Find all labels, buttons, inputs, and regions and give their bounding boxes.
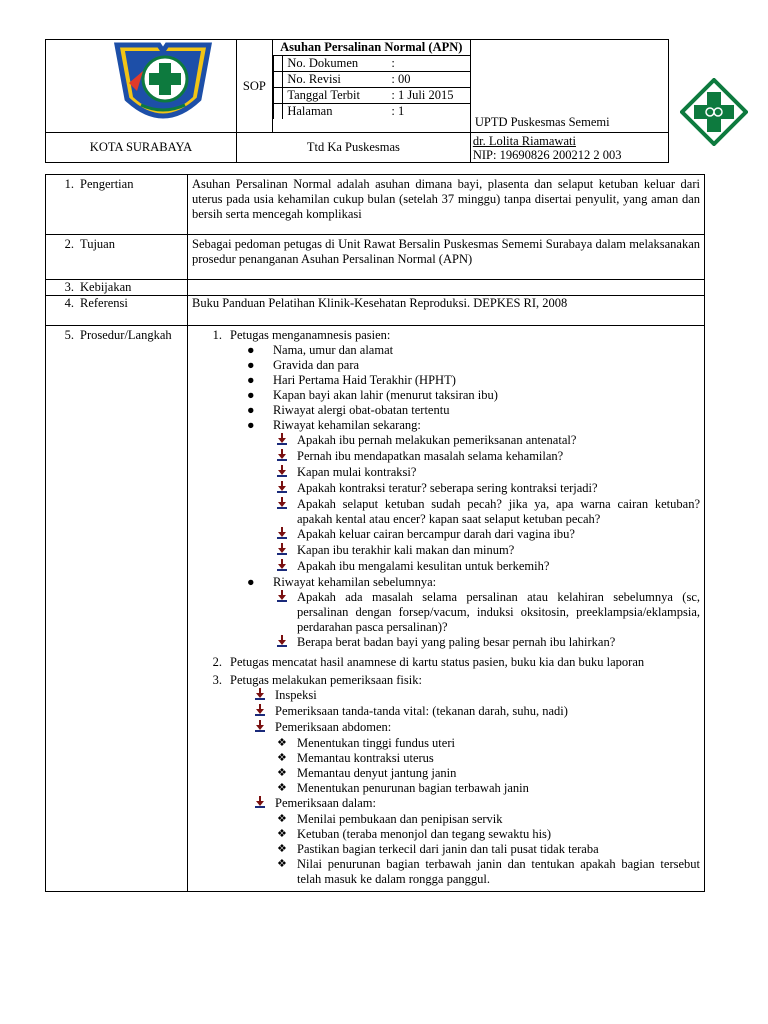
arrow-down-icon (277, 449, 287, 461)
field-value: : 00 (391, 72, 411, 86)
bullet-icon: ● (247, 418, 255, 432)
list-item-text: Pemeriksaan tanda-tanda vital: (tekanan darah, suhu, nadi) (275, 704, 568, 718)
list-item (202, 418, 700, 433)
step-2 (202, 655, 700, 670)
list-item-text: Nama, umur dan alamat (273, 343, 394, 357)
list-item-text: Menentukan tinggi fundus uteri (297, 736, 455, 750)
step-number: 3. (212, 673, 222, 687)
bullet-icon: ● (247, 403, 255, 417)
list-item-text: Pastikan bagian terkecil dari janin dan tali pusat tidak teraba (297, 842, 599, 856)
row-label: Tujuan (80, 237, 115, 251)
diamond-bullet-icon: ❖ (277, 843, 287, 855)
arrow-down-icon (277, 527, 287, 539)
row-label: Pengertian (80, 177, 134, 191)
arrow-down-icon (255, 704, 265, 716)
sop-table (45, 174, 705, 892)
list-item (202, 559, 700, 575)
diamond-bullet-icon: ❖ (277, 782, 287, 794)
list-item (202, 388, 700, 403)
list-item-text: Pemeriksaan abdomen: (275, 720, 392, 734)
arrow-down-icon (277, 433, 287, 445)
field-label: Halaman (287, 104, 333, 118)
list-item (202, 373, 700, 388)
arrow-down-icon (277, 497, 287, 509)
list-item (202, 688, 700, 704)
list-item (202, 857, 700, 887)
list-item (202, 433, 700, 449)
list-item-text: Riwayat alergi obat-obatan tertentu (273, 403, 450, 417)
list-item-text: Kapan mulai kontraksi? (297, 465, 417, 479)
list-item (202, 751, 700, 766)
kebijakan-text (188, 280, 705, 296)
sop-label: SOP (236, 40, 272, 133)
diamond-bullet-icon: ❖ (277, 752, 287, 764)
bullet-icon: ● (247, 343, 255, 357)
field-value: : 1 Juli 2015 (391, 88, 454, 102)
step-text: Petugas menganamnesis pasien: (230, 328, 391, 342)
field-label: No. Dokumen (287, 56, 359, 70)
bullet-icon: ● (247, 373, 255, 387)
diamond-bullet-icon: ❖ (277, 767, 287, 779)
list-item-text: Menentukan penurunan bagian terbawah janin (297, 781, 529, 795)
list-item (202, 449, 700, 465)
arrow-down-icon (277, 543, 287, 555)
list-item (202, 812, 700, 827)
list-item (202, 766, 700, 781)
document-meta (273, 56, 470, 119)
arrow-down-icon (277, 481, 287, 493)
list-item (202, 590, 700, 635)
list-item-text: Gravida dan para (273, 358, 360, 372)
bullet-icon: ● (247, 388, 255, 402)
sign-label: Ttd Ka Puskesmas (236, 133, 470, 163)
list-item-text: Memantau denyut jantung janin (297, 766, 457, 780)
list-item (202, 575, 700, 590)
logo-cell (46, 40, 237, 133)
row-number: 1. (64, 177, 74, 191)
list-item (202, 796, 700, 812)
list-item (202, 497, 700, 527)
list-item (202, 481, 700, 497)
list-item (202, 827, 700, 842)
row-number: 4. (64, 296, 74, 310)
field-label: Tanggal Terbit (287, 88, 360, 102)
row-label: Kebijakan (80, 280, 132, 294)
arrow-down-icon (255, 720, 265, 732)
field-label: No. Revisi (287, 72, 341, 86)
procedure-steps (188, 326, 705, 892)
list-item-text: Apakah selaput ketuban sudah pecah? jika ya, apa warna cairan ketuban? apakah kental atau encer? kapan saat selaput ketuban pecah? (297, 497, 700, 526)
diamond-bullet-icon: ❖ (277, 828, 287, 840)
list-item-text: Berapa berat badan bayi yang paling besar pernah ibu lahirkan? (297, 635, 616, 649)
bullet-icon: ● (247, 358, 255, 372)
referensi-text: Buku Panduan Pelatihan Klinik-Kesehatan Reproduksi. DEPKES RI, 2008 (188, 296, 705, 326)
step-text: Petugas mencatat hasil anamnese di kartu status pasien, buku kia dan buku laporan (230, 655, 645, 669)
signer-nip: NIP: 19690826 200212 2 003 (472, 147, 622, 162)
step-number: 2. (212, 655, 222, 669)
list-item-text: Kapan ibu terakhir kali makan dan minum? (297, 543, 515, 557)
diamond-bullet-icon: ❖ (277, 858, 287, 870)
arrow-down-icon (255, 688, 265, 700)
signer-name: dr. Lolita Riamawati (472, 133, 576, 148)
list-item (202, 635, 700, 651)
org-name: UPTD Puskesmas Sememi (470, 40, 668, 133)
puskesmas-logo (680, 78, 748, 146)
arrow-down-icon (277, 590, 287, 602)
bullet-icon: ● (247, 575, 255, 589)
document-title: Asuhan Persalinan Normal (APN) (273, 40, 470, 56)
list-item (202, 358, 700, 373)
field-value: : 1 (391, 104, 405, 118)
list-item-text: Kapan bayi akan lahir (menurut taksiran ibu) (273, 388, 498, 402)
diamond-bullet-icon: ❖ (277, 813, 287, 825)
tujuan-text: Sebagai pedoman petugas di Unit Rawat Bersalin Puskesmas Sememi Surabaya dalam melaksanakan prosedur penanganan Asuhan Persalinan Normal (APN) (188, 235, 705, 280)
step-text: Petugas melakukan pemeriksaan fisik: (230, 673, 422, 687)
city-name: KOTA SURABAYA (46, 133, 237, 163)
list-item-text: Apakah keluar cairan bercampur darah dari vagina ibu? (297, 527, 575, 541)
list-item-text: Apakah kontraksi teratur? seberapa sering kontraksi terjadi? (297, 481, 598, 495)
field-value: : (391, 56, 395, 70)
arrow-down-icon (277, 559, 287, 571)
list-item-text: Memantau kontraksi uterus (297, 751, 434, 765)
arrow-down-icon (255, 796, 265, 808)
list-item (202, 403, 700, 418)
list-item-text: Pemeriksaan dalam: (275, 796, 377, 810)
row-label: Referensi (80, 296, 128, 310)
list-item-text: Menilai pembukaan dan penipisan servik (297, 812, 503, 826)
list-item-text: Inspeksi (275, 688, 317, 702)
row-number: 2. (64, 237, 74, 251)
list-item (202, 343, 700, 358)
list-item (202, 465, 700, 481)
list-item (202, 781, 700, 796)
list-item-text: Nilai penurunan bagian terbawah janin dan tentukan apakah bagian tersebut telah masuk ke dalam rongga panggul. (297, 857, 700, 886)
list-item (202, 736, 700, 751)
list-item-text: Pernah ibu mendapatkan masalah selama kehamilan? (297, 449, 564, 463)
list-item-text: Apakah ada masalah selama persalinan atau kelahiran sebelumnya (sc, persalinan dengan forsep/vacum, induksi oksitosin, preeklampsia/eklampsia, perdarahan pasca persalinan)? (297, 590, 700, 634)
list-item-text: Apakah ibu pernah melakukan pemeriksanan antenatal? (297, 433, 577, 447)
step-3 (202, 673, 700, 688)
list-item-text: Riwayat kehamilan sekarang: (273, 418, 421, 432)
arrow-down-icon (277, 635, 287, 647)
step-number: 1. (212, 328, 222, 342)
list-item-text: Hari Pertama Haid Terakhir (HPHT) (273, 373, 456, 387)
row-label: Prosedur/Langkah (80, 328, 172, 342)
document-header (45, 39, 669, 163)
list-item (202, 842, 700, 857)
list-item (202, 543, 700, 559)
row-number: 3. (64, 280, 74, 294)
list-item (202, 720, 700, 736)
list-item-text: Ketuban (teraba menonjol dan tegang sewaktu his) (297, 827, 552, 841)
list-item (202, 527, 700, 543)
arrow-down-icon (277, 465, 287, 477)
list-item-text: Riwayat kehamilan sebelumnya: (273, 575, 437, 589)
pengertian-text: Asuhan Persalinan Normal adalah asuhan dimana bayi, plasenta dan selaput ketuban keluar dari uterus pada usia kehamilan cukup bulan (setelah 37 minggu) tanpa disertai penyulit, yang aman dan bersih serta mencegah komplikasi (188, 175, 705, 235)
list-item (202, 704, 700, 720)
row-number: 5. (64, 328, 74, 342)
diamond-bullet-icon: ❖ (277, 737, 287, 749)
step-1 (202, 328, 700, 343)
list-item-text: Apakah ibu mengalami kesulitan untuk berkemih? (297, 559, 550, 573)
